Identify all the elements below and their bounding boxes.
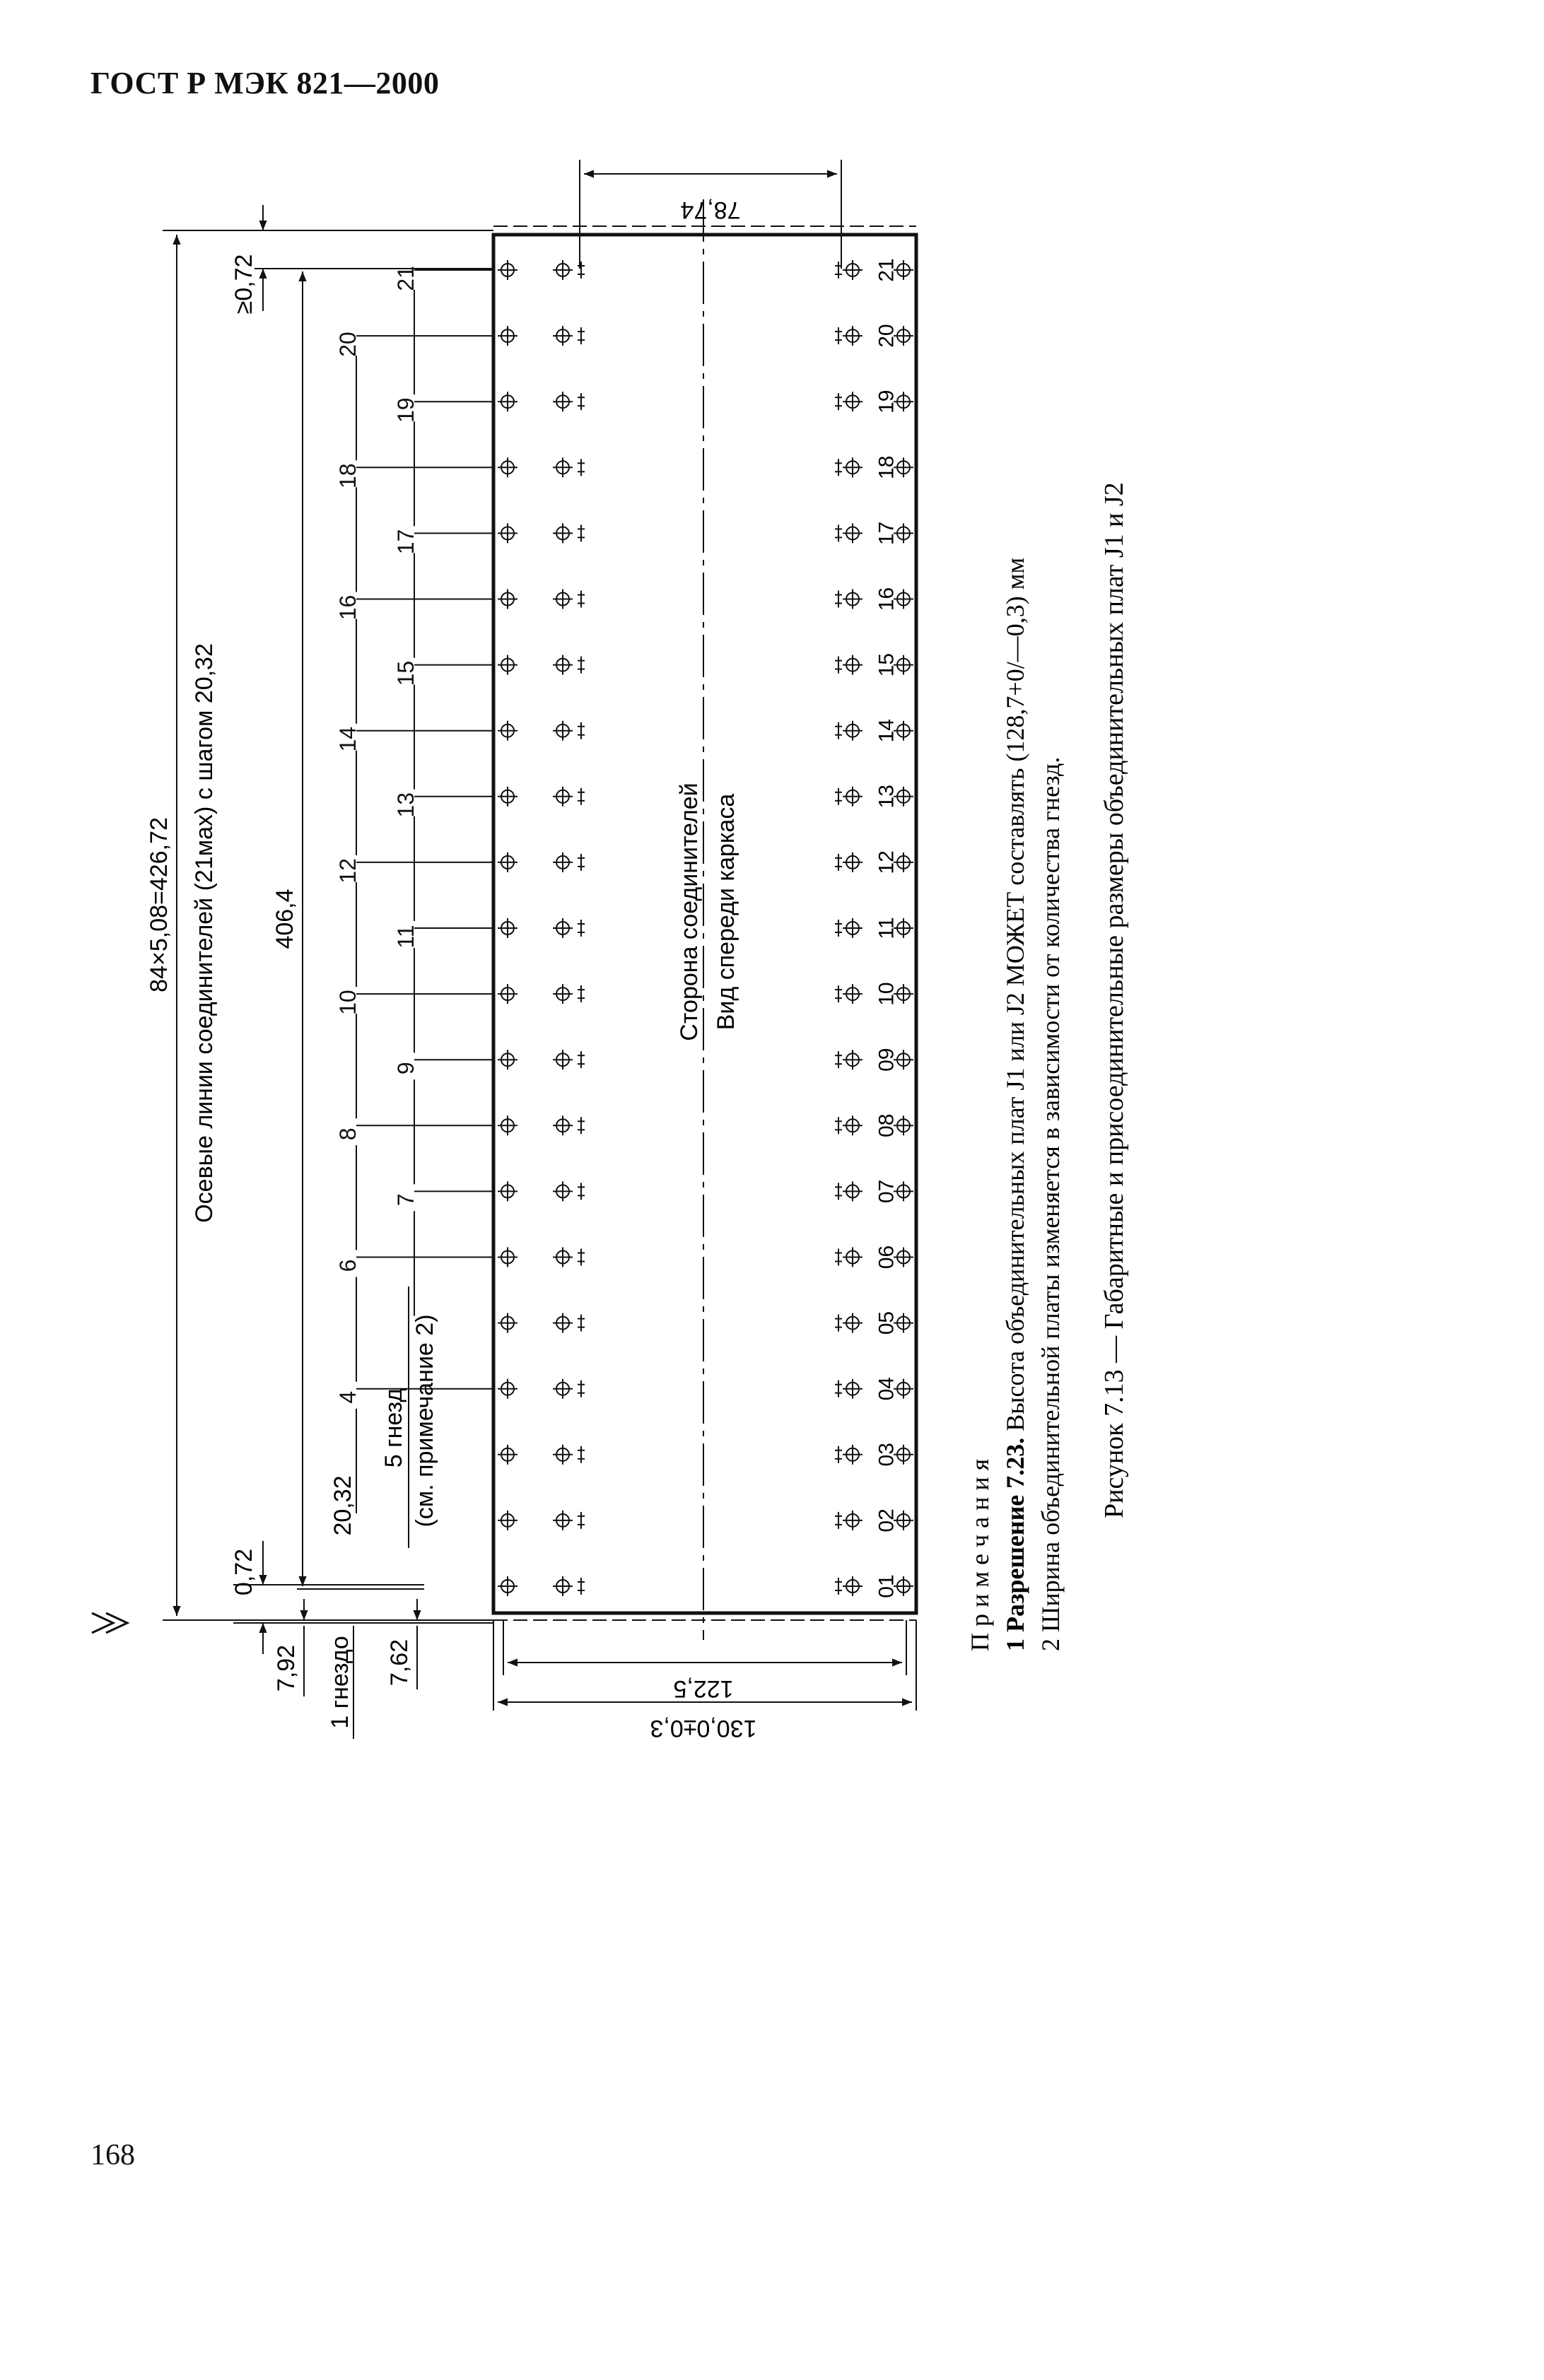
see-note-label: (см. примечание 2) — [411, 1314, 438, 1528]
ladder-label: 15 — [393, 660, 419, 686]
pin-right-inner — [843, 1248, 862, 1267]
pin-left-inner — [553, 721, 573, 741]
pin-right-inner — [843, 1379, 862, 1399]
pin-left-inner — [553, 1379, 573, 1399]
slot-number: 08 — [875, 1113, 899, 1137]
pin-left-ticks — [578, 327, 585, 344]
pin-left-outer — [498, 1576, 517, 1596]
pin-left-ticks — [578, 985, 585, 1002]
ladder-label: 21 — [393, 266, 419, 291]
pin-left-inner — [553, 326, 573, 346]
figure-caption: Рисунок 7.13 — Габаритные и присоединительные размеры объединительных плат J1 и J2 — [1099, 482, 1129, 1518]
slot-number: 06 — [875, 1245, 899, 1270]
slot-number: 18 — [875, 455, 899, 479]
centerlines-label: Осевые линии соединителей (21мах) с шагом 20,32 — [191, 643, 218, 1223]
dim-ge072-label: ≥0,72 — [230, 254, 257, 315]
pin-left-inner — [553, 260, 573, 280]
pin-right-inner — [843, 1576, 862, 1596]
board-outline — [493, 199, 916, 1711]
pin-right-ticks — [835, 459, 842, 476]
pin-left-inner — [553, 1313, 573, 1333]
slot-number: 19 — [875, 389, 899, 414]
pin-right-inner — [843, 523, 862, 543]
slot-number: 04 — [875, 1377, 899, 1401]
ladder-label: 11 — [393, 925, 419, 949]
connector-side-label: Сторона соединителей — [676, 782, 703, 1041]
note-2: 2 Ширина объединительной платы изменяется в зависимости от количества гнезд. — [1036, 756, 1065, 1651]
pin-left-outer — [498, 655, 517, 675]
pin-right-inner — [843, 1050, 862, 1069]
pin-left-ticks — [578, 1051, 585, 1068]
dim-1225-label: 122,5 — [673, 1675, 734, 1702]
pin-left-ticks — [578, 1315, 585, 1332]
slot-number: 15 — [875, 652, 899, 677]
ladder-label: 13 — [393, 792, 419, 818]
dim-top-spacing-label: 78,74 — [680, 197, 741, 223]
slot-number: 01 — [875, 1574, 899, 1598]
pin-left-outer — [498, 326, 517, 346]
pin-left-outer — [498, 1379, 517, 1399]
pin-left-inner — [553, 457, 573, 477]
pin-right-inner — [843, 260, 862, 280]
ladder-label: 10 — [335, 990, 361, 1015]
pin-right-inner — [843, 984, 862, 1004]
slot-number: 02 — [875, 1508, 899, 1532]
slot-number: 17 — [875, 521, 899, 546]
ladder-label: 4 — [335, 1390, 361, 1404]
ladder-label: 19 — [393, 397, 419, 423]
pin-right-ticks — [835, 722, 842, 739]
pin-left-ticks — [578, 1380, 585, 1397]
slot-number: 13 — [875, 785, 899, 809]
slot-number: 09 — [875, 1048, 899, 1072]
dim-792-label: 7,92 — [273, 1644, 300, 1692]
pin-right-ticks — [835, 1051, 842, 1068]
pin-left-inner — [553, 1050, 573, 1069]
pin-left-inner — [553, 984, 573, 1004]
pin-left-outer — [498, 590, 517, 609]
document-header: ГОСТ Р МЭК 821—2000 — [90, 66, 440, 100]
pin-left-outer — [498, 787, 517, 807]
dim-inner-label: 406,4 — [271, 889, 298, 949]
pin-left-ticks — [578, 262, 585, 279]
pin-right-ticks — [835, 524, 842, 541]
pin-left-outer — [498, 1115, 517, 1135]
pin-right-ticks — [835, 1249, 842, 1266]
pin-left-outer — [498, 1181, 517, 1201]
pin-left-inner — [553, 852, 573, 872]
slot-number: 10 — [875, 982, 899, 1006]
pin-right-inner — [843, 1181, 862, 1201]
pin-left-inner — [553, 655, 573, 675]
dim-762-label: 7,62 — [386, 1639, 413, 1687]
slot-number: 21 — [875, 258, 899, 282]
pin-left-outer — [498, 721, 517, 741]
pin-right-ticks — [835, 1183, 842, 1200]
pin-left-ticks — [578, 459, 585, 476]
pin-left-ticks — [578, 1512, 585, 1529]
pin-right-ticks — [835, 1117, 842, 1134]
slot-number: 16 — [875, 587, 899, 611]
slot-number: 03 — [875, 1443, 899, 1467]
pin-left-ticks — [578, 920, 585, 937]
slot-number: 11 — [875, 917, 899, 939]
pin-left-ticks — [578, 1249, 585, 1266]
connector-grid — [498, 258, 913, 1598]
pin-left-ticks — [578, 722, 585, 739]
ladder-label: 16 — [335, 594, 361, 621]
pin-left-ticks — [578, 1117, 585, 1134]
pin-left-ticks — [578, 657, 585, 674]
dim-total-label: 84×5,08=426,72 — [146, 817, 172, 992]
pin-left-inner — [553, 1445, 573, 1465]
ladder-label: 7 — [393, 1193, 419, 1207]
pin-left-inner — [553, 1115, 573, 1135]
ladder-label: 17 — [393, 529, 419, 555]
note-1 — [1001, 558, 1029, 1651]
pin-right-inner — [843, 392, 862, 411]
ladder-label: 14 — [335, 726, 361, 752]
dim-2032-label: 20,32 — [329, 1475, 356, 1536]
pin-right-ticks — [835, 657, 842, 674]
pin-left-inner — [553, 523, 573, 543]
ladder-label: 20 — [335, 332, 361, 357]
ladder-label: 12 — [335, 858, 361, 884]
pin-right-ticks — [835, 393, 842, 410]
slot-number: 20 — [875, 324, 899, 348]
ladder-label: 8 — [335, 1127, 361, 1141]
pin-right-ticks — [835, 591, 842, 608]
pin-left-outer — [498, 392, 517, 411]
ladder-label: 9 — [393, 1062, 419, 1075]
pin-right-inner — [843, 326, 862, 346]
pin-left-outer — [498, 1313, 517, 1333]
pin-right-inner — [843, 918, 862, 938]
pin-right-inner — [843, 457, 862, 477]
pin-right-ticks — [835, 327, 842, 344]
pin-left-ticks — [578, 1446, 585, 1463]
ladder-label: 6 — [335, 1259, 361, 1272]
note-1-bold: 1 Разрешение 7.23. — [1001, 1437, 1029, 1651]
dim-072-label: 0,72 — [230, 1548, 257, 1596]
one-slot-label: 1 гнездо — [327, 1636, 353, 1729]
pin-left-inner — [553, 1576, 573, 1596]
pin-right-ticks — [835, 854, 842, 871]
pin-left-outer — [498, 1248, 517, 1267]
pin-right-ticks — [835, 985, 842, 1002]
pin-left-ticks — [578, 393, 585, 410]
notes-heading: П р и м е ч а н и я — [966, 1458, 994, 1651]
note-1-rest: Высота объединительных плат J1 или J2 МОЖЕТ составлять (128,7+0/—0,3) мм — [1001, 557, 1029, 1438]
pin-right-ticks — [835, 1512, 842, 1529]
pin-right-ticks — [835, 920, 842, 937]
pin-left-ticks — [578, 1183, 585, 1200]
pin-right-inner — [843, 1115, 862, 1135]
pin-left-inner — [553, 1248, 573, 1267]
pin-left-outer — [498, 1445, 517, 1465]
pin-right-ticks — [835, 1446, 842, 1463]
five-slots-label: 5 гнезд — [380, 1388, 407, 1468]
dim-ge072 — [255, 205, 493, 311]
pin-left-inner — [553, 1181, 573, 1201]
front-view-label: Вид спереди каркаса — [713, 793, 739, 1031]
slot-number: 14 — [875, 719, 899, 743]
pin-right-inner — [843, 721, 862, 741]
pin-right-inner — [843, 1445, 862, 1465]
pin-left-ticks — [578, 524, 585, 541]
pin-left-outer — [498, 260, 517, 280]
pin-right-inner — [843, 787, 862, 807]
pin-right-inner — [843, 1313, 862, 1333]
pin-left-inner — [553, 918, 573, 938]
pin-left-outer — [498, 852, 517, 872]
pin-right-ticks — [835, 1315, 842, 1332]
pin-left-inner — [553, 392, 573, 411]
page-number: 168 — [90, 2139, 135, 2171]
pin-right-ticks — [835, 1578, 842, 1595]
pin-right-inner — [843, 852, 862, 872]
pin-left-outer — [498, 523, 517, 543]
pin-left-ticks — [578, 591, 585, 608]
pin-left-ticks — [578, 1578, 585, 1595]
pin-left-outer — [498, 1511, 517, 1530]
pin-right-inner — [843, 590, 862, 609]
slot-number: 05 — [875, 1311, 899, 1335]
pin-left-inner — [553, 590, 573, 609]
pin-right-inner — [843, 655, 862, 675]
ladder-label: 18 — [335, 463, 361, 489]
pin-left-outer — [498, 1050, 517, 1069]
pin-left-inner — [553, 787, 573, 807]
pin-left-ticks — [578, 788, 585, 805]
pin-left-outer — [498, 918, 517, 938]
pin-left-ticks — [578, 854, 585, 871]
dim-130-label: 130,0±0,3 — [650, 1715, 757, 1742]
chevron-marks — [92, 1613, 127, 1633]
pin-right-ticks — [835, 788, 842, 805]
slot-number: 07 — [875, 1179, 899, 1204]
pin-right-ticks — [835, 1380, 842, 1397]
slot-number: 12 — [875, 850, 899, 874]
pin-left-inner — [553, 1511, 573, 1530]
pin-left-outer — [498, 457, 517, 477]
pin-left-outer — [498, 984, 517, 1004]
pin-right-inner — [843, 1511, 862, 1530]
